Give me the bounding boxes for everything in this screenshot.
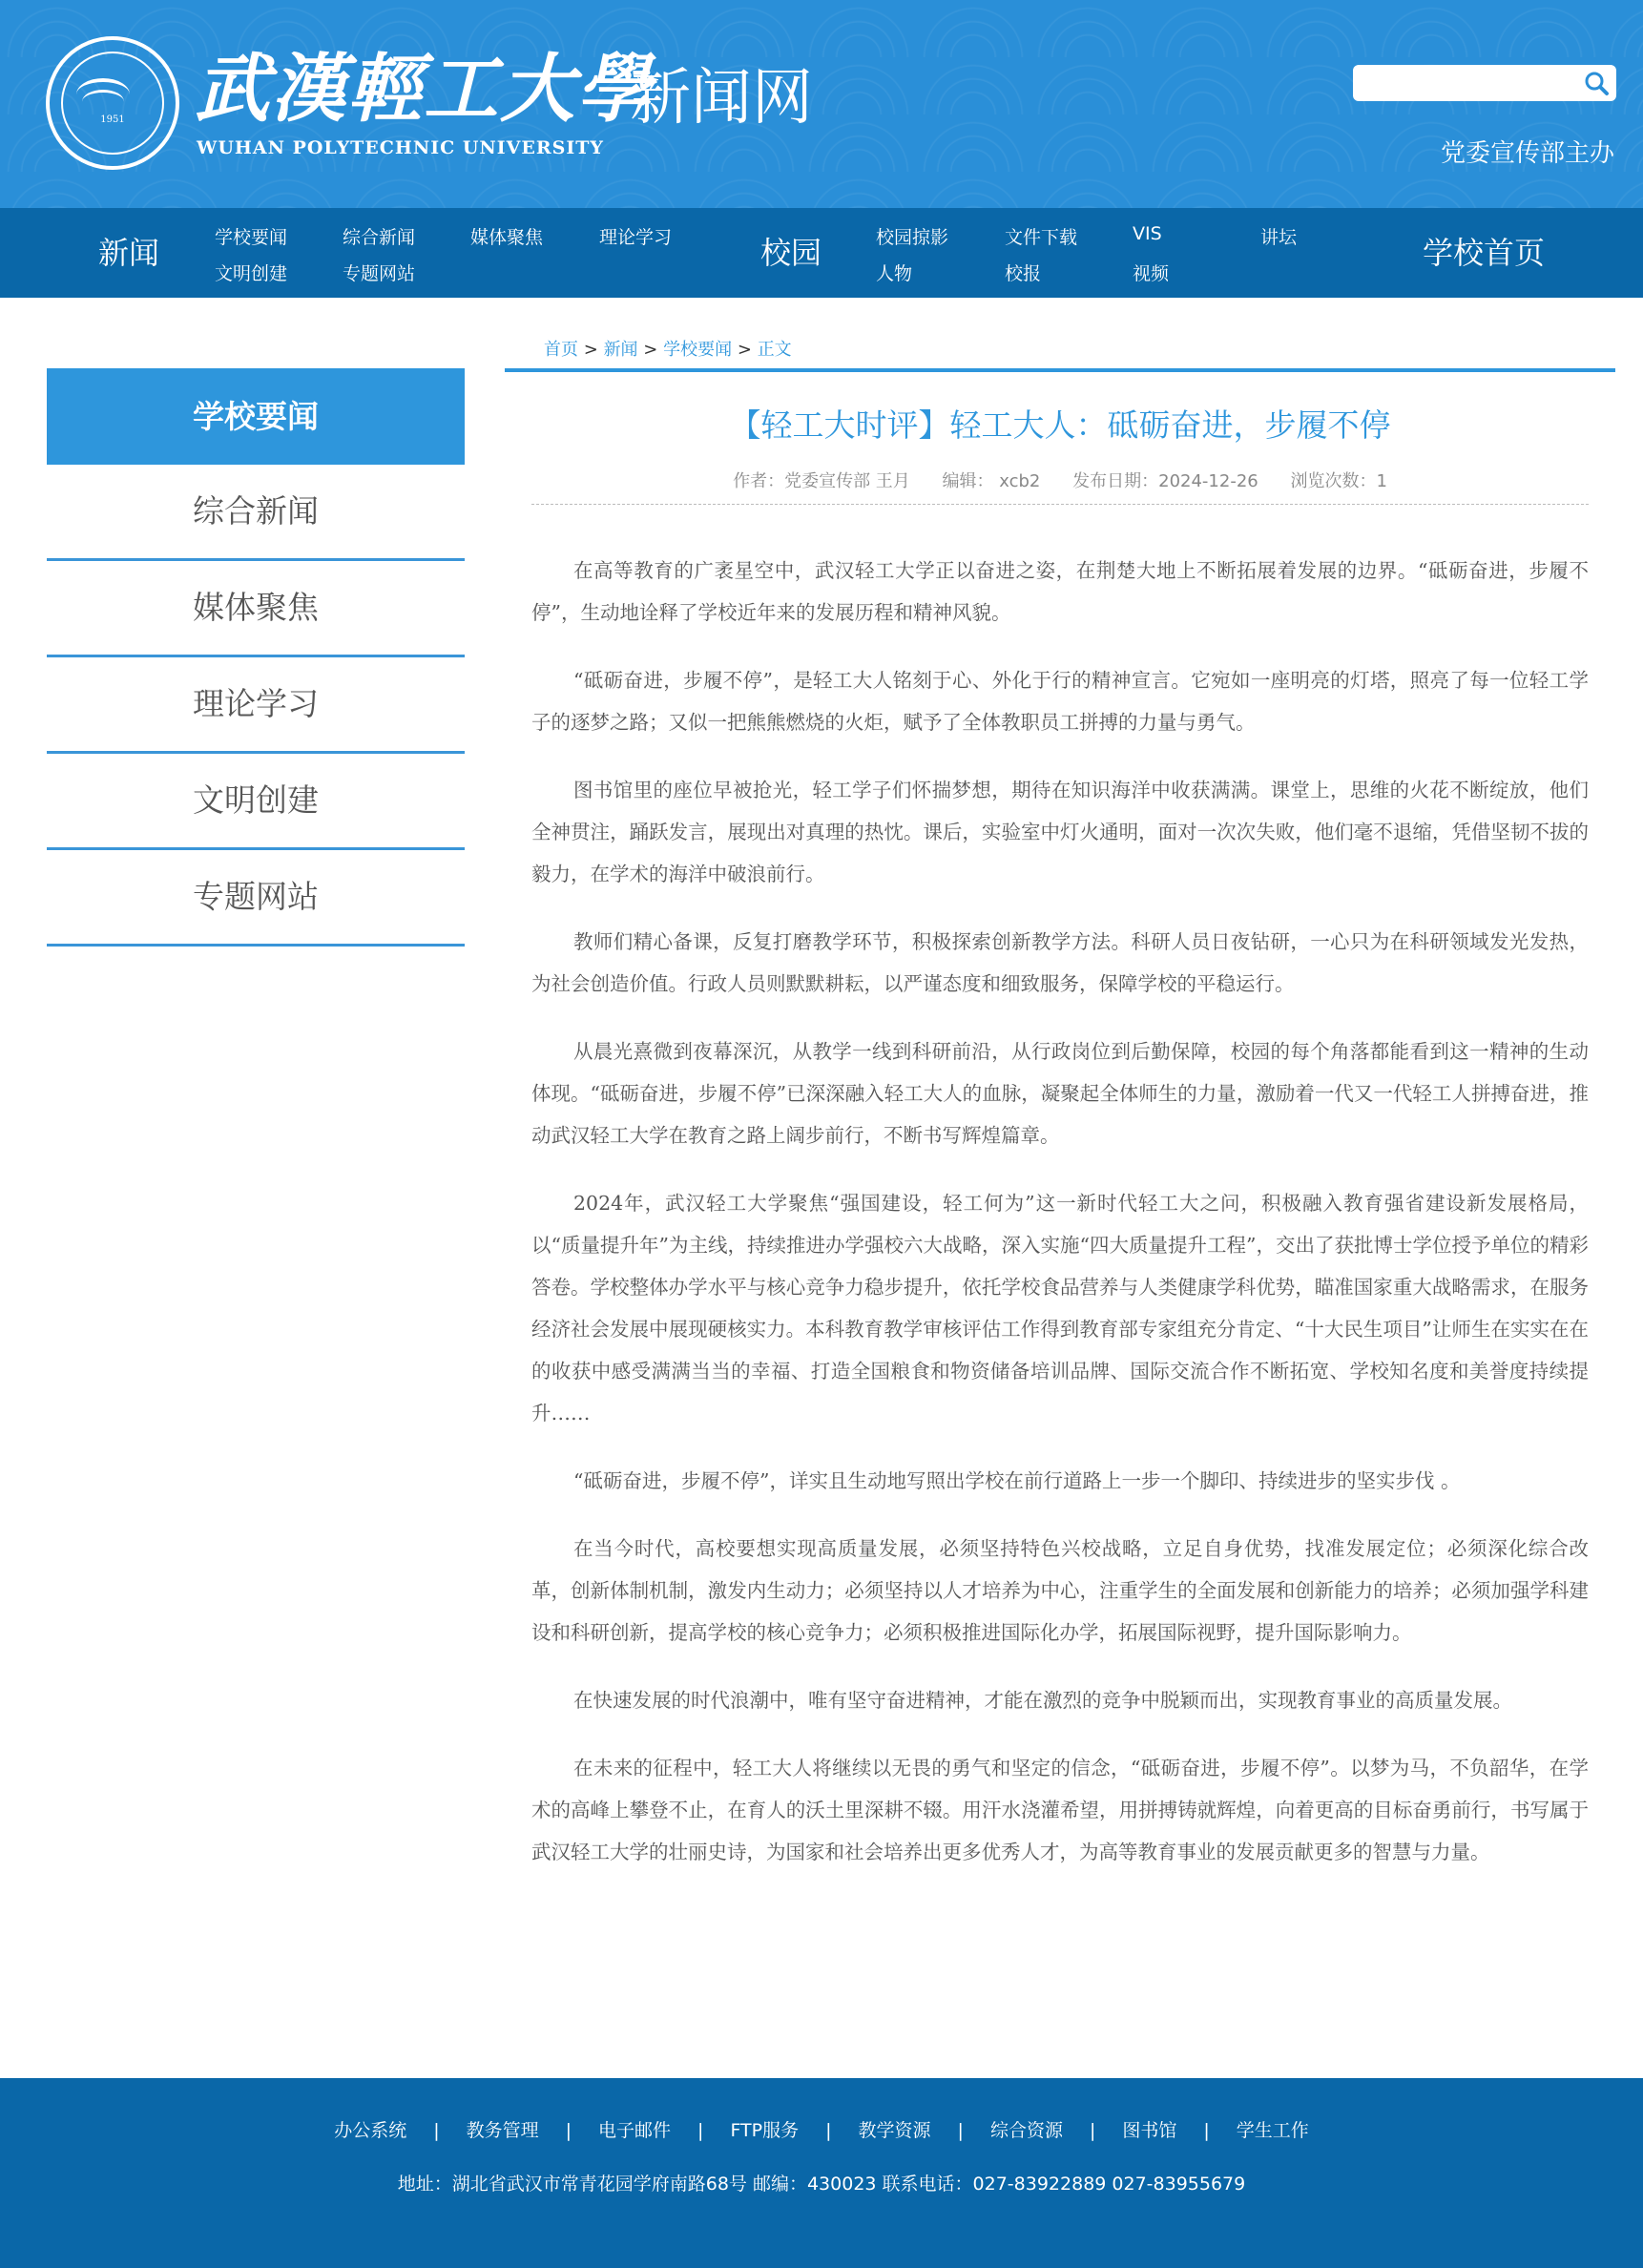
footer-separator: |	[697, 2120, 704, 2141]
sidebar-item-theory-study[interactable]: 理论学习	[47, 657, 465, 754]
footer-link-email[interactable]: 电子邮件	[598, 2120, 672, 2141]
article-paragraph: 教师们精心备课，反复打磨教学环节，积极探索创新教学方法。科研人员日夜钻研，一心只为在科研领域发光发热，为社会创造价值。行政人员则默默耕耘，以严谨态度和细致服务，保障学校的平稳运行。	[531, 930, 1589, 995]
nav-link-school-news[interactable]: 学校要闻	[215, 227, 288, 248]
article-date: 发布日期：2024-12-26	[1072, 471, 1258, 491]
footer-separator: |	[957, 2120, 964, 2141]
footer-link-student-affairs[interactable]: 学生工作	[1236, 2120, 1309, 2141]
brand-news-title[interactable]: 新闻网	[630, 63, 813, 134]
article-paragraph: 在高等教育的广袤星空中，武汉轻工大学正以奋进之姿，在荆楚大地上不断拓展着发展的边界。“砥砺奋进，步履不停”，生动地诠释了学校近年来的发展历程和精神风貌。	[531, 559, 1589, 624]
article-paragraph: 2024年，武汉轻工大学聚焦“强国建设，轻工何为”这一新时代轻工大之问，积极融入教育强省建设新发展格局，以“质量提升年”为主线，持续推进办学强校六大战略，深入实施“四大质量提升工程”，交出了获批博士学位授予单位的精彩答卷。学校整体办学水平与核心竞争力稳步提升，依托学校食品营养与人类健康学科优势，瞄准国家重大战略需求，在服务经济社会发展中展现硬核实力。本科教育教学审核评估工作得到教育部专家组充分肯定、“十大民生项目”让师生在实实在在的收获中感受满满当当的幸福、打造全国粮食和物资储备培训品牌、国际交流合作不断拓宽、学校知名度和美誉度持续提升……	[531, 1192, 1589, 1425]
article-paragraph: “砥砺奋进，步履不停”，是轻工大人铭刻于心、外化于行的精神宣言。它宛如一座明亮的灯塔，照亮了每一位轻工学子的逐梦之路；又似一把熊熊燃烧的火炬，赋予了全体教职员工拼搏的力量与勇气。	[531, 669, 1589, 734]
article-body	[531, 550, 1589, 1899]
footer-link-office-system[interactable]: 办公系统	[334, 2120, 407, 2141]
nav-school-home[interactable]: 学校首页	[1423, 235, 1546, 271]
footer-link-library[interactable]: 图书馆	[1122, 2120, 1177, 2141]
nav-news[interactable]: 新闻	[98, 235, 160, 271]
article-title: 【轻工大时评】轻工大人：砥砺奋进，步履不停	[729, 406, 1391, 444]
article-author: 作者：党委宣传部 王月	[733, 471, 910, 491]
nav-link-forum[interactable]: 讲坛	[1260, 227, 1298, 248]
nav-link-special-sites[interactable]: 专题网站	[343, 263, 416, 284]
nav-link-civilization[interactable]: 文明创建	[215, 263, 288, 284]
footer-link-ftp[interactable]: FTP服务	[730, 2120, 800, 2141]
meta-divider	[531, 504, 1589, 505]
nav-link-vis[interactable]: VIS	[1133, 223, 1162, 244]
footer-link-teaching-resources[interactable]: 教学资源	[858, 2120, 931, 2141]
search-input[interactable]	[1353, 65, 1616, 101]
breadcrumb-section[interactable]: 学校要闻	[663, 340, 733, 360]
logo-book-icon-inner	[82, 90, 124, 114]
article-paragraph: 图书馆里的座位早被抢光，轻工学子们怀揣梦想，期待在知识海洋中收获满满。课堂上，思维的火花不断绽放，他们全神贯注，踊跃发言，展现出对真理的热忱。课后，实验室中灯火通明，面对一次次失败，他们毫不退缩，凭借坚韧不拔的毅力，在学术的海洋中破浪前行。	[531, 779, 1589, 885]
footer-separator: |	[825, 2120, 832, 2141]
sidebar-item-school-news[interactable]: 学校要闻	[47, 368, 465, 465]
footer-link-academic-affairs[interactable]: 教务管理	[466, 2120, 539, 2141]
site-footer	[0, 2078, 1643, 2268]
breadcrumb-news[interactable]: 新闻	[603, 340, 638, 360]
breadcrumb-home[interactable]: 首页	[544, 340, 578, 360]
breadcrumb-separator: >	[583, 340, 598, 360]
nav-link-media-focus[interactable]: 媒体聚焦	[470, 227, 544, 248]
content-divider	[505, 368, 1615, 372]
nav-link-theory-study[interactable]: 理论学习	[599, 227, 673, 248]
footer-separator: |	[565, 2120, 572, 2141]
nav-link-general-news[interactable]: 综合新闻	[343, 227, 416, 248]
sidebar-item-special-sites[interactable]: 专题网站	[47, 850, 465, 947]
sidebar	[47, 368, 465, 947]
article-paragraph: 在当今时代，高校要想实现高质量发展，必须坚持特色兴校战略，立足自身优势，找准发展定位；必须深化综合改革，创新体制机制，激发内生动力；必须坚持以人才培养为中心，注重学生的全面发展和创新能力的培养；必须加强学科建设和科研创新，提高学校的核心竞争力；必须积极推进国际化办学，拓展国际视野，提升国际影响力。	[531, 1537, 1589, 1644]
footer-address: 地址：湖北省武汉市常青花园学府南路68号 邮编：430023 联系电话：027-83922889 027-83955679	[397, 2174, 1246, 2195]
breadcrumb-separator: >	[737, 340, 752, 360]
nav-campus[interactable]: 校园	[760, 235, 822, 271]
sidebar-item-general-news[interactable]: 综合新闻	[47, 465, 465, 561]
article-paragraph: 在未来的征程中，轻工大人将继续以无畏的勇气和坚定的信念，“砥砺奋进，步履不停”。以梦为马，不负韶华，在学术的高峰上攀登不止，在育人的沃土里深耕不辍。用汗水浇灌希望，用拼搏铸就辉煌，向着更高的目标奋勇前行，书写属于武汉轻工大学的壮丽史诗，为国家和社会培养出更多优秀人才，为高等教育事业的发展贡献更多的智慧与力量。	[531, 1757, 1589, 1863]
article-views: 浏览次数：1	[1290, 471, 1387, 491]
footer-separator: |	[1203, 2120, 1210, 2141]
breadcrumb-current: 正文	[757, 340, 792, 360]
article-paragraph: “砥砺奋进，步履不停”，详实且生动地写照出学校在前行道路上一步一个脚印、持续进步的坚实步伐 。	[573, 1469, 1461, 1492]
article-editor: 编辑： xcb2	[942, 471, 1041, 491]
footer-link-general-resources[interactable]: 综合资源	[989, 2120, 1063, 2141]
nav-link-campus-glimpse[interactable]: 校园掠影	[876, 227, 949, 248]
sidebar-item-civilization[interactable]: 文明创建	[47, 754, 465, 850]
site-header	[0, 0, 1643, 208]
article-paragraph: 从晨光熹微到夜幕深沉，从教学一线到科研前沿，从行政岗位到后勤保障，校园的每个角落都能看到这一精神的生动体现。“砥砺奋进，步履不停”已深深融入轻工大人的血脉，凝聚起全体师生的力量，激励着一代又一代轻工人拼搏奋进，推动武汉轻工大学在教育之路上阔步前行，不断书写辉煌篇章。	[531, 1040, 1589, 1147]
logo-year: 1951	[100, 114, 125, 125]
brand-chinese-name[interactable]: 武漢輕工大學	[195, 46, 654, 133]
nav-link-video[interactable]: 视频	[1133, 263, 1170, 284]
sidebar-item-media-focus[interactable]: 媒体聚焦	[47, 561, 465, 657]
article-meta	[505, 468, 1615, 492]
article-paragraph: 在快速发展的时代浪潮中，唯有坚守奋进精神，才能在激烈的竞争中脱颖而出，实现教育事业的高质量发展。	[573, 1689, 1512, 1712]
breadcrumb-separator: >	[643, 340, 658, 360]
footer-separator: |	[1089, 2120, 1096, 2141]
nav-link-people[interactable]: 人物	[876, 263, 913, 284]
breadcrumb	[544, 336, 792, 361]
main-nav	[0, 208, 1643, 298]
search-icon[interactable]	[1582, 69, 1611, 97]
nav-link-downloads[interactable]: 文件下载	[1005, 227, 1078, 248]
brand-english-name: WUHAN POLYTECHNIC UNIVERSITY	[197, 137, 604, 158]
nav-link-school-paper[interactable]: 校报	[1005, 263, 1042, 284]
footer-separator: |	[433, 2120, 440, 2141]
footer-links	[0, 2116, 1643, 2142]
university-logo[interactable]	[46, 36, 179, 170]
sponsor-text: 党委宣传部主办	[1440, 139, 1614, 168]
